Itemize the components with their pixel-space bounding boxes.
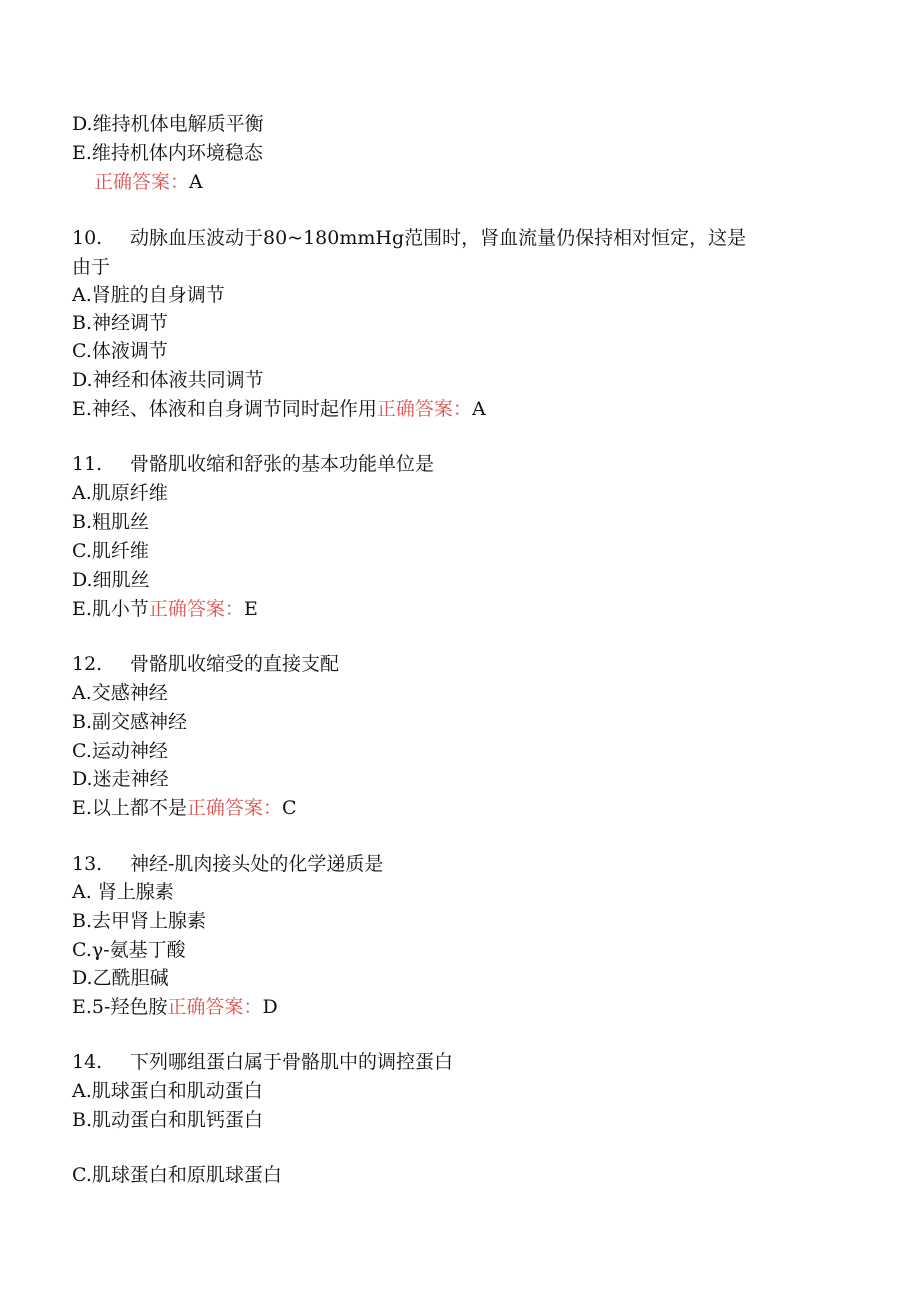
option-d: D.神经和体液共同调节 xyxy=(72,369,264,391)
question-number: 14. xyxy=(72,1051,103,1073)
option-a: A.肌原纤维 xyxy=(72,482,168,504)
question-text: 骨骼肌收缩和舒张的基本功能单位是 xyxy=(130,453,435,475)
answer-label: 正确答案： xyxy=(148,598,244,620)
question-text: 骨骼肌收缩受的直接支配 xyxy=(130,653,340,675)
option-a: A.肌球蛋白和肌动蛋白 xyxy=(72,1080,263,1102)
question-stem xyxy=(72,226,746,250)
option-c: C.肌纤维 xyxy=(72,540,149,562)
option-d: D.迷走神经 xyxy=(72,768,169,790)
answer-label: 正确答案： xyxy=(94,171,190,193)
option-e: E.肌小节 xyxy=(72,598,149,620)
option-e: E.以上都不是 xyxy=(72,797,187,819)
question-text: 动脉血压波动于80~180mmHg范围时，肾血流量仍保持相对恒定，这是 xyxy=(130,227,747,249)
option-e: E.5-羟色胺 xyxy=(72,996,168,1018)
question-stem xyxy=(72,1050,453,1074)
question-number: 11. xyxy=(72,453,103,475)
answer-label: 正确答案： xyxy=(376,398,472,420)
option-a: A. 肾上腺素 xyxy=(72,881,174,903)
question-text: 神经-肌肉接头处的化学递质是 xyxy=(130,853,384,875)
answer-value: A xyxy=(189,171,203,193)
option-e: E.神经、体液和自身调节同时起作用 xyxy=(72,398,377,420)
option-b: B.肌动蛋白和肌钙蛋白 xyxy=(72,1109,264,1131)
question-number: 12. xyxy=(72,653,103,675)
question-stem xyxy=(72,452,434,476)
option-b: B.神经调节 xyxy=(72,312,169,334)
option-b: B.副交感神经 xyxy=(72,711,188,733)
question-stem xyxy=(72,852,383,876)
option-c: C.体液调节 xyxy=(72,340,168,362)
answer-label: 正确答案： xyxy=(186,797,282,819)
option-c: C.γ-氨基丁酸 xyxy=(72,939,186,961)
option-c: C.肌球蛋白和原肌球蛋白 xyxy=(72,1164,282,1186)
option-e-with-answer xyxy=(72,597,258,621)
option-d: D.乙酰胆碱 xyxy=(72,967,169,989)
option-a: A.交感神经 xyxy=(72,682,168,704)
option-c: C.运动神经 xyxy=(72,740,168,762)
option-e: E.维持机体内环境稳态 xyxy=(72,142,263,164)
question-stem-continued: 由于 xyxy=(72,256,111,278)
option-d: D.细肌丝 xyxy=(72,569,150,591)
answer-value: D xyxy=(262,996,278,1018)
option-b: B.去甲肾上腺素 xyxy=(72,910,207,932)
answer-label: 正确答案： xyxy=(167,996,263,1018)
option-e-with-answer xyxy=(72,995,278,1019)
option-e-with-answer xyxy=(72,397,486,421)
question-stem xyxy=(72,652,339,676)
option-d: D.维持机体电解质平衡 xyxy=(72,113,264,135)
question-text: 下列哪组蛋白属于骨骼肌中的调控蛋白 xyxy=(130,1051,454,1073)
answer-line xyxy=(94,170,203,194)
option-a: A.肾脏的自身调节 xyxy=(72,284,225,306)
question-number: 10. xyxy=(72,227,103,249)
option-e-with-answer xyxy=(72,796,296,820)
answer-value: A xyxy=(471,398,486,420)
answer-value: E xyxy=(243,598,258,620)
answer-value: C xyxy=(281,797,297,819)
question-number: 13. xyxy=(72,853,103,875)
option-b: B.粗肌丝 xyxy=(72,511,150,533)
